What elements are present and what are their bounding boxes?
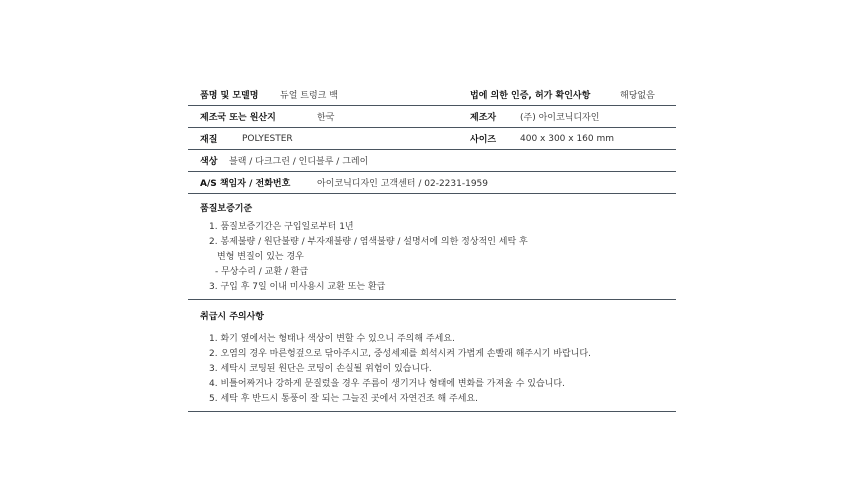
care-section bbox=[188, 300, 676, 412]
certification-cell bbox=[470, 84, 655, 105]
size-value: 400 x 300 x 160 mm bbox=[520, 133, 615, 144]
color-value: 블랙 / 다크그린 / 인디블루 / 그레이 bbox=[229, 157, 369, 167]
warranty-section bbox=[188, 194, 676, 300]
warranty-line: 변형 변질이 있는 경우 bbox=[217, 252, 304, 262]
care-line: 4. 비틀어짜거나 강하게 문질렀을 경우 주름이 생기거나 형태에 변화를 가져올 수 있습니다. bbox=[209, 379, 565, 389]
care-line: 5. 세탁 후 반드시 통풍이 잘 되는 그늘진 곳에서 자연건조 해 주세요. bbox=[209, 394, 478, 404]
warranty-line: 3. 구입 후 7일 이내 미사용시 교환 또는 환급 bbox=[209, 282, 386, 292]
info-row-material-size bbox=[188, 128, 676, 150]
size-cell bbox=[470, 128, 614, 149]
certification-value: 해당없음 bbox=[620, 91, 655, 101]
as-value: 아이코닉디자인 고객센터 / 02-2231-1959 bbox=[317, 179, 489, 189]
origin-value: 한국 bbox=[317, 113, 335, 123]
manufacturer-value: (주) 아이코닉디자인 bbox=[520, 113, 600, 123]
care-line: 2. 오염의 경우 마른헝겊으로 닦아주시고, 중성세제를 희석시켜 가볍게 손빨래 해주시기 바랍니다. bbox=[209, 349, 591, 359]
size-label: 사이즈 bbox=[470, 135, 497, 145]
manufacturer-label: 제조자 bbox=[470, 113, 497, 123]
as-label: A/S 책임자 / 전화번호 bbox=[200, 179, 291, 189]
info-row-as bbox=[188, 172, 676, 194]
material-cell bbox=[200, 128, 293, 149]
material-value: POLYESTER bbox=[242, 133, 293, 144]
warranty-line: - 무상수리 / 교환 / 환급 bbox=[215, 267, 309, 277]
certification-label: 법에 의한 인증, 허가 확인사항 bbox=[470, 91, 591, 101]
care-title: 취급시 주의사항 bbox=[200, 312, 264, 322]
product-name-label: 품명 및 모델명 bbox=[200, 91, 259, 101]
care-line: 3. 세탁시 코팅된 원단은 코팅이 손실될 위험이 있습니다. bbox=[209, 364, 432, 374]
info-row-origin-maker bbox=[188, 106, 676, 128]
product-name-value: 듀얼 트렁크 백 bbox=[280, 91, 338, 101]
product-name-cell bbox=[200, 84, 338, 105]
warranty-line: 2. 봉제불량 / 원단불량 / 부자재불량 / 염색불량 / 설명서에 의한 정상적인 세탁 후 bbox=[209, 237, 528, 247]
origin-label: 제조국 또는 원산지 bbox=[200, 113, 276, 123]
origin-cell bbox=[200, 106, 334, 127]
color-label: 색상 bbox=[200, 157, 218, 167]
info-row-color bbox=[188, 150, 676, 172]
warranty-title: 품질보증기준 bbox=[200, 204, 253, 214]
warranty-line: 1. 품질보증기간은 구입일로부터 1년 bbox=[209, 222, 354, 232]
material-label: 재질 bbox=[200, 135, 218, 145]
care-line: 1. 화기 옆에서는 형태나 색상이 변할 수 있으니 주의해 주세요. bbox=[209, 334, 455, 344]
info-row-name-cert bbox=[188, 84, 676, 106]
product-info-sheet bbox=[188, 84, 676, 412]
manufacturer-cell bbox=[470, 106, 599, 127]
